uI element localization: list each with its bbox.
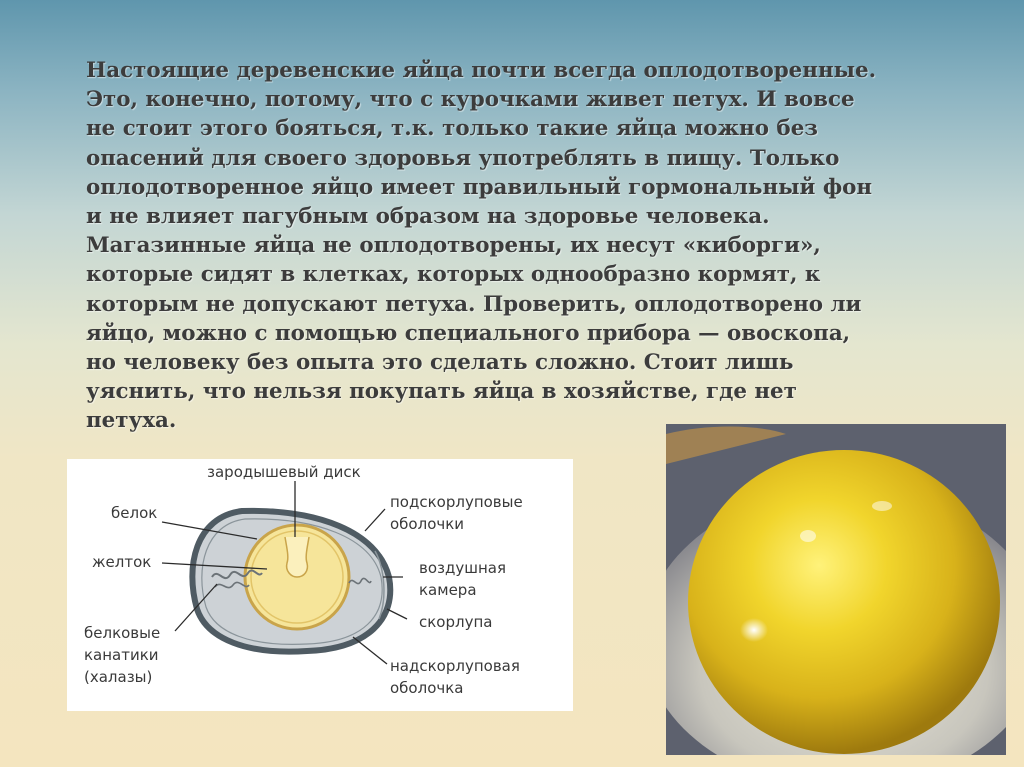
label-shell: скорлупа — [419, 613, 493, 631]
body-line: Это, конечно, потому, что с курочками живет петух. И вовсе — [86, 87, 855, 113]
body-line: оплодотворенное яйцо имеет правильный гормональный фон — [86, 174, 873, 200]
body-line: Настоящие деревенские яйца почти всегда оплодотворенные. — [86, 58, 877, 83]
body-line: уяснить, что нельзя покупать яйца в хозяйстве, где нет — [86, 379, 797, 405]
body-line: и не влияет пагубным образом на здоровье человека. — [86, 204, 770, 230]
body-line: опасений для своего здоровья употреблять в пищу. Только — [86, 145, 840, 171]
egg-structure-diagram — [67, 459, 573, 711]
label-chalazae-2: канатики — [84, 646, 159, 664]
body-line: которые сидят в клетках, которых однообразно кормят, к — [86, 262, 821, 288]
egg-yolk-photo — [666, 424, 1006, 755]
egg-diagram-svg — [67, 459, 573, 711]
label-air-cell-2: камера — [419, 581, 477, 599]
label-shell-membranes-1: подскорлуповые — [390, 493, 523, 511]
yolk-highlight-top — [872, 501, 892, 511]
label-germinal-disc: зародышевый диск — [207, 463, 361, 481]
label-yolk: желток — [92, 553, 152, 571]
yolk-sphere — [688, 450, 1000, 754]
label-cuticle-2: оболочка — [390, 679, 464, 697]
yolk-highlight — [740, 618, 768, 642]
body-line: петуха. — [86, 408, 177, 434]
body-line: яйцо, можно с помощью специального прибора — овоскопа, — [86, 320, 851, 346]
egg-yolk-illustration — [666, 424, 1006, 755]
body-line: Магазинные яйца не оплодотворены, их несут «киборги», — [86, 233, 821, 259]
germinal-disc — [285, 537, 309, 577]
yolk-highlight-small — [800, 530, 816, 542]
body-line: но человеку без опыта это сделать сложно. Стоит лишь — [86, 350, 794, 376]
body-line: не стоит этого бояться, т.к. только такие яйца можно без — [86, 116, 818, 142]
label-albumen: белок — [111, 504, 158, 522]
slide-body-text — [86, 56, 986, 436]
label-chalazae-1: белковые — [84, 624, 161, 642]
label-air-cell-1: воздушная — [419, 559, 506, 577]
label-chalazae-3: (халазы) — [84, 668, 153, 686]
label-cuticle-1: надскорлуповая — [390, 657, 520, 675]
body-line: которым не допускают петуха. Проверить, оплодотворено ли — [86, 291, 862, 317]
label-shell-membranes-2: оболочки — [390, 515, 465, 533]
